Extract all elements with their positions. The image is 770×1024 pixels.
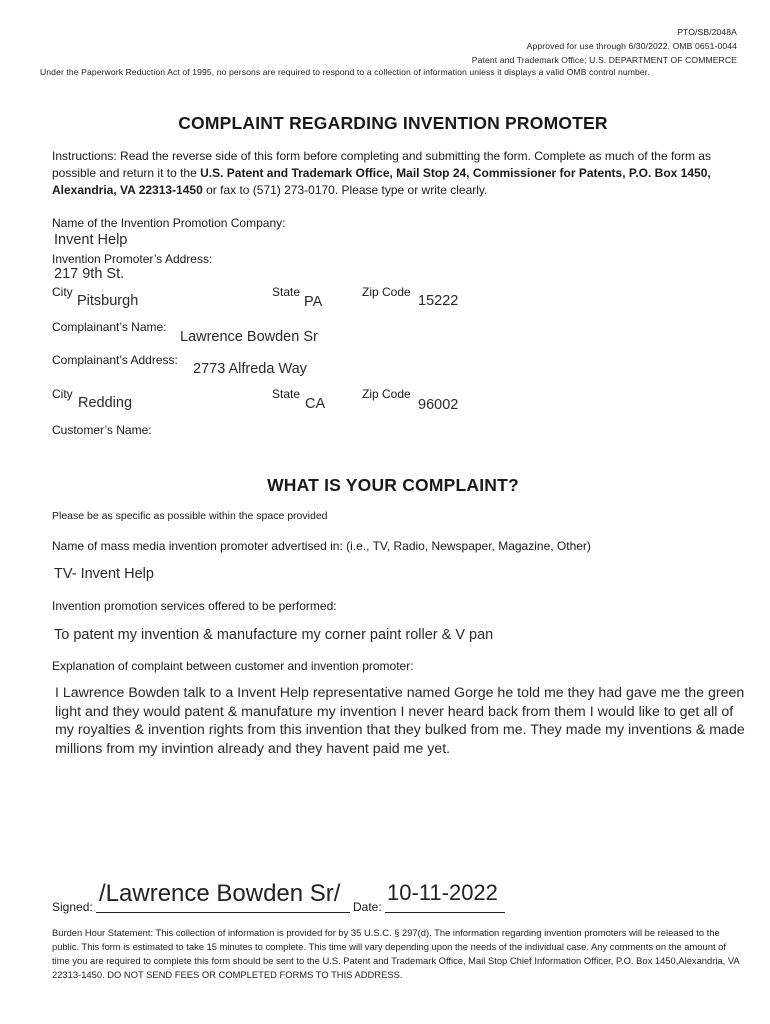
customer-name-label: Customer’s Name: [52, 423, 152, 437]
specific-note: Please be as specific as possible within the space provided [52, 510, 328, 522]
burden-statement: Burden Hour Statement: This collection of information is provided for by 35 U.S.C. § 297(d). The information regarding invention promoters will be released to the public. This form is estimated to take 15 minutes to complete. This time will vary depending upon the needs of the individual case. Any comments on the amount of time you are required to complete this form should be sent to the U.S. Patent and Trademark Office, Mail Stop Chief Information Officer, P.O. Box 1450,Alexandria, VA 22313-1450. DO NOT SEND FEES OR COMPLETED FORMS TO THIS ADDRESS. [52, 927, 740, 980]
media-field[interactable]: TV- Invent Help [54, 566, 154, 582]
instructions-fax: or fax to (571) 273-0170. Please type or write clearly. [202, 183, 488, 197]
complainant-name-label: Complainant’s Name: [52, 320, 167, 334]
promoter-zip-label: Zip Code [362, 285, 411, 299]
promoter-address-field[interactable]: 217 9th St. [54, 266, 125, 282]
signature-field[interactable]: /Lawrence Bowden Sr/ [99, 880, 341, 907]
complainant-address-label: Complainant’s Address: [52, 353, 178, 367]
explanation-field[interactable]: I Lawrence Bowden talk to a Invent Help representative named Gorge he told me they had gave me the green light and they would patent & manufature my invention I never heard back from them I would like to get all of my royalties & invention rights from this invention that they bulked from me. They made my inventions & made millions from my invintion already and they havent paid me yet. [55, 685, 745, 757]
company-field[interactable]: Invent Help [54, 232, 128, 248]
page-title: COMPLAINT REGARDING INVENTION PROMOTER [178, 113, 608, 133]
promoter-zip-field[interactable]: 15222 [418, 293, 459, 309]
approval-line: Approved for use through 6/30/2022. OMB 0651-0044 [526, 41, 737, 51]
date-line [385, 880, 505, 913]
signed-label: Signed: [52, 900, 93, 914]
complainant-zip-label: Zip Code [362, 387, 411, 401]
services-field[interactable]: To patent my invention & manufacture my corner paint roller & V pan [54, 627, 494, 643]
instructions [52, 148, 737, 199]
paperwork-notice: Under the Paperwork Reduction Act of 1995, no persons are required to respond to a collection of information unless it displays a valid OMB control number. [40, 67, 650, 77]
complainant-zip-field[interactable]: 96002 [418, 397, 459, 413]
media-label: Name of mass media invention promoter advertised in: (i.e., TV, Radio, Newspaper, Magazine, Other) [52, 539, 591, 553]
complaint-heading: WHAT IS YOUR COMPLAINT? [267, 475, 519, 495]
date-field[interactable]: 10-11-2022 [387, 880, 498, 905]
promoter-city-field[interactable]: Pitsburgh [77, 293, 139, 309]
promoter-address-label: Invention Promoter’s Address: [52, 252, 213, 266]
company-label: Name of the Invention Promotion Company: [52, 216, 286, 230]
promoter-state-field[interactable]: PA [304, 294, 323, 310]
instructions-text: Instructions: Read the reverse side of this form before completing and submitting the form. Complete as much of the form as possible and return it to the [52, 149, 711, 180]
promoter-state-label: State [272, 285, 301, 299]
services-label: Invention promotion services offered to be performed: [52, 599, 337, 613]
agency-line: Patent and Trademark Office; U.S. DEPARTMENT OF COMMERCE [471, 55, 737, 65]
complainant-state-field[interactable]: CA [305, 396, 326, 412]
promoter-city-label: City [52, 285, 73, 299]
signature-line [96, 880, 350, 913]
complainant-city-label: City [52, 387, 73, 401]
explanation-label: Explanation of complaint between customer and invention promoter: [52, 659, 414, 673]
complainant-name-field[interactable]: Lawrence Bowden Sr [180, 329, 318, 345]
date-label: Date: [353, 900, 382, 914]
complainant-city-field[interactable]: Redding [78, 395, 133, 411]
complainant-state-label: State [272, 387, 301, 401]
complainant-address-field[interactable]: 2773 Alfreda Way [193, 361, 307, 377]
mailing-address: U.S. Patent and Trademark Office, Mail Stop 24, Commissioner for Patents, P.O. Box 1450, Alexandria, VA 22313-1450 [52, 166, 711, 197]
form-number: PTO/SB/2048A [677, 27, 737, 37]
